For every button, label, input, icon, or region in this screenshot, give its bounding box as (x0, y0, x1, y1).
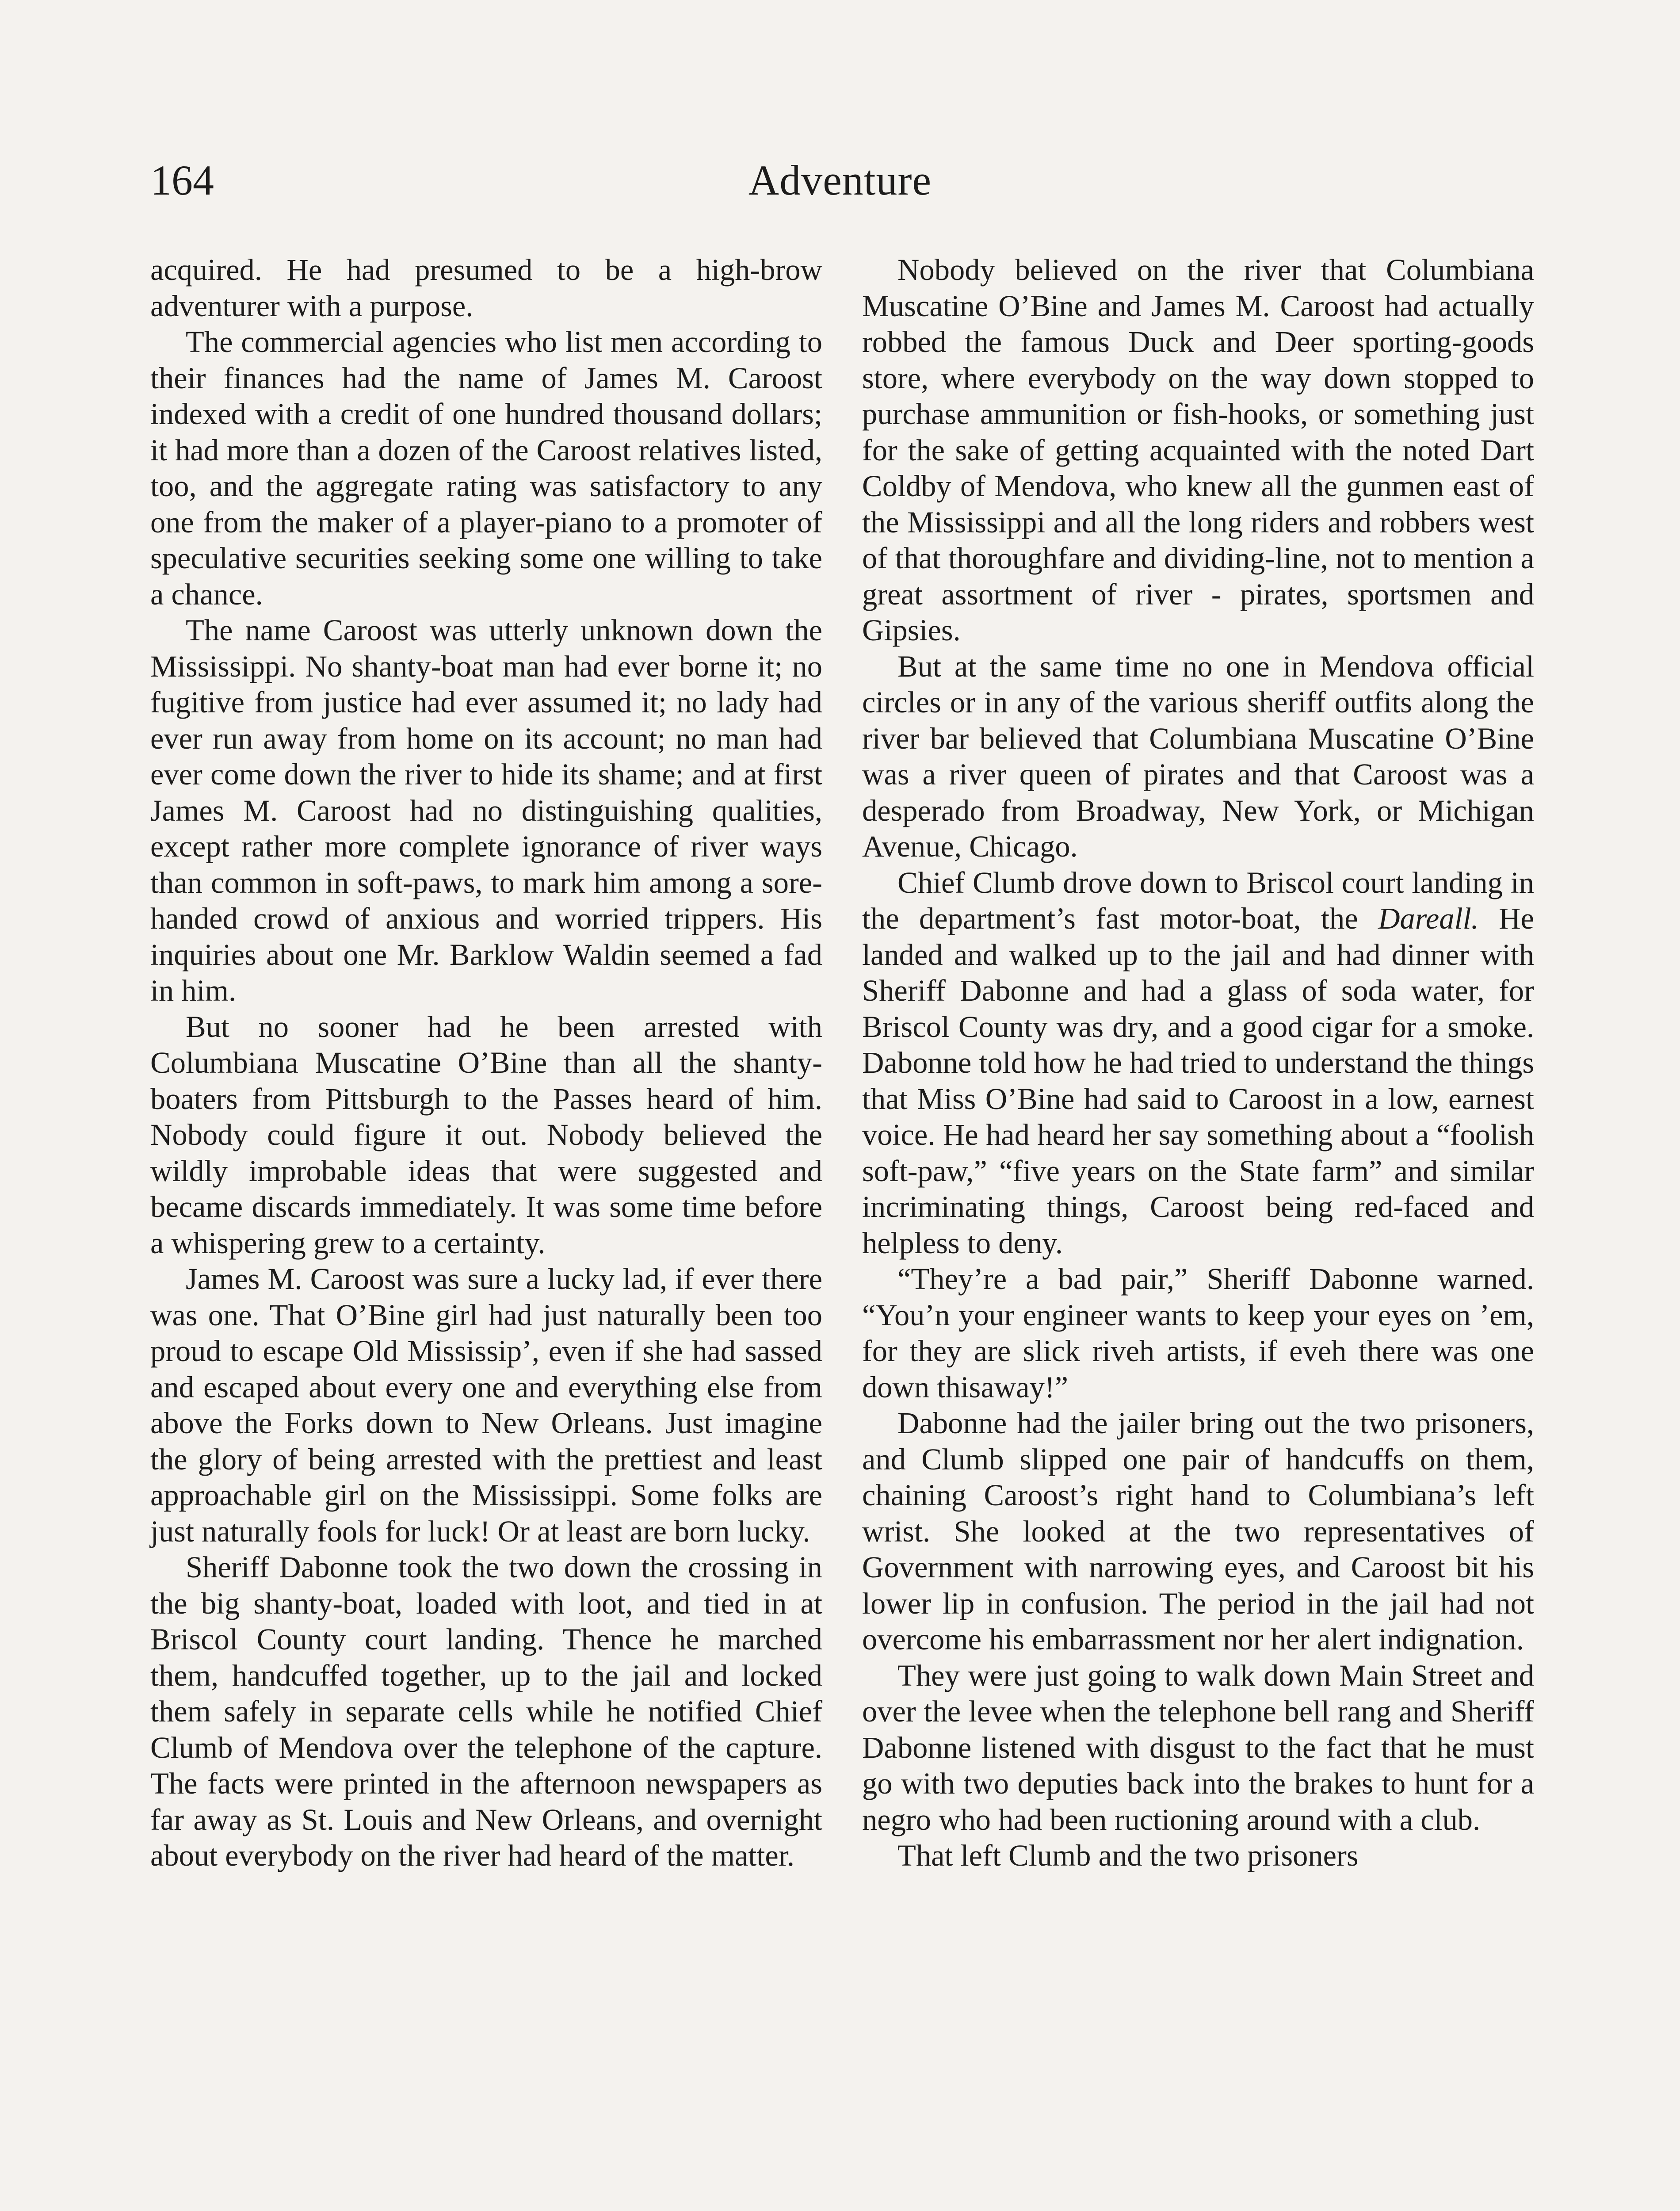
paragraph: The name Caroost was utterly unknown down the Mississippi. No shanty-boat man had ever borne it; no fugitive from justice had ever assumed it; no lady had ever run away from home on its account; no man had ever come down the river to hide its shame; and at first James M. Caroost had no distinguishing qualities, except rather more complete ignorance of river ways than common in soft-paws, to mark him among a sore-handed crowd of anxious and worried trippers. His inquiries about one Mr. Barklow Waldin seemed a fad in him. (150, 613, 822, 1007)
boat-name: Dareall. (1378, 902, 1479, 935)
paragraph-text: He landed and walked up to the jail and had dinner with Sheriff Dabonne and had a glass of soda water, for Briscol County was dry, and a good cigar for a smoke. Dabonne told how he had tried to understand the things that Miss O’Bine had said to Caroost in a low, earnest voice. He had heard her say something about a “foolish soft-paw,” “five years on the State farm” and similar incriminating things, Caroost being red-faced and helpless to deny. (862, 902, 1535, 1260)
page-number: 164 (150, 157, 214, 204)
paragraph: “They’re a bad pair,” Sheriff Dabonne warned. “You’n your engineer wants to keep your eyes on ’em, for they are slick riveh artists, if eveh there was one down thisaway!” (862, 1262, 1534, 1404)
left-column (150, 252, 822, 1874)
paragraph: The commercial agencies who list men according to their finances had the name of James M. Caroost indexed with a credit of one hundred thousand dollars; it had more than a dozen of the Caroost relatives listed, too, and the aggregate rating was satisfactory to any one from the maker of a player-piano to a promoter of speculative securities seeking some one willing to take a chance. (150, 325, 822, 611)
paragraph: James M. Caroost was sure a lucky lad, if ever there was one. That O’Bine girl had just naturally been too proud to escape Old Mississip’, even if she had sassed and escaped about every one and everything else from above the Forks down to New Orleans. Just imagine the glory of being arrested with the prettiest and least approachable girl on the Mississippi. Some folks are just naturally fools for luck! Or at least are born lucky. (150, 1262, 822, 1548)
running-title: Adventure (748, 157, 932, 204)
paragraph: But at the same time no one in Mendova official circles or in any of the various sheriff outfits along the river bar believed that Columbiana Muscatine O’Bine was a river queen of pirates and that Caroost was a desperado from Broadway, New York, or Michigan Avenue, Chicago. (862, 649, 1534, 863)
paragraph (862, 865, 1534, 1262)
paragraph: Dabonne had the jailer bring out the two prisoners, and Clumb slipped one pair of handcuffs on them, chaining Caroost’s right hand to Columbiana’s left wrist. She looked at the two representatives of Government with narrowing eyes, and Caroost bit his lower lip in confusion. The period in the jail had not overcome his embarrassment nor her alert indignation. (862, 1406, 1534, 1656)
paragraph: Nobody believed on the river that Columbiana Muscatine O’Bine and James M. Caroost had actually robbed the famous Duck and Deer sporting-goods store, where everybody on the way down stopped to purchase ammunition or fish-hooks, or something just for the sake of getting acquainted with the noted Dart Coldby of Mendova, who knew all the gunmen east of the Mississippi and all the long riders and robbers west of that thoroughfare and dividing-line, not to mention a great assortment of river - pirates, sportsmen and Gipsies. (862, 253, 1534, 647)
paragraph: Sheriff Dabonne took the two down the crossing in the big shanty-boat, loaded with loot, and tied in at Briscol County court landing. Thence he marched them, handcuffed together, up to the jail and locked them safely in separate cells while he notified Chief Clumb of Mendova over the telephone of the capture. The facts were printed in the afternoon newspapers as far away as St. Louis and New Orleans, and overnight about everybody on the river had heard of the matter. (150, 1550, 822, 1872)
paragraph: That left Clumb and the two prisoners (897, 1839, 1359, 1872)
paragraph: But no sooner had he been arrested with Columbiana Muscatine O’Bine than all the shanty-boaters from Pittsburgh to the Passes heard of him. Nobody could figure it out. Nobody believed the wildly improbable ideas that were suggested and became discards immediately. It was some time before a whispering grew to a certainty. (150, 1010, 822, 1260)
right-column (862, 252, 1534, 1874)
paragraph: They were just going to walk down Main Street and over the levee when the telephone bell rang and Sheriff Dabonne listened with disgust to the fact that he must go with two deputies back into the brakes to hunt for a negro who had been ructioning around with a club. (862, 1658, 1534, 1836)
paragraph-text: Chief Clumb drove down to Briscol court landing in the department’s fast motor-boat, the (862, 865, 1534, 935)
paragraph: acquired. He had presumed to be a high-brow adventurer with a purpose. (150, 253, 822, 323)
